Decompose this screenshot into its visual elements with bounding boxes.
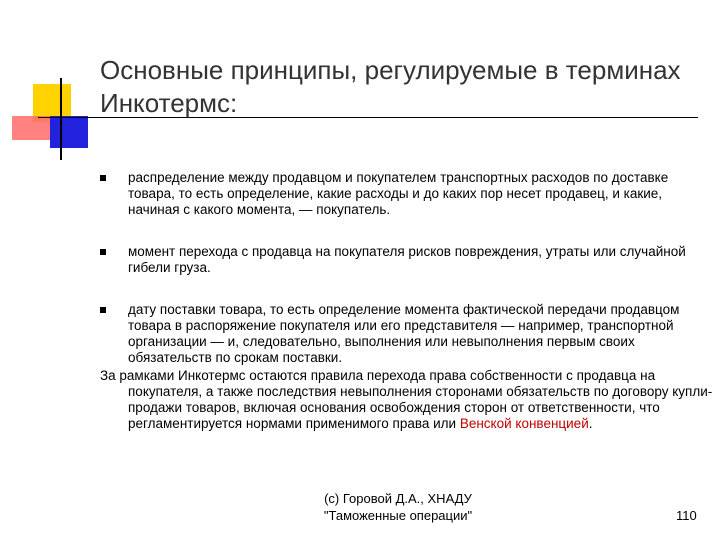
decor-red-square — [12, 116, 50, 140]
footer — [298, 490, 498, 524]
bullet-list — [110, 170, 700, 392]
page-number: 110 — [676, 508, 697, 523]
footer-author: (с) Горовой Д.А., ХНАДУ — [324, 491, 472, 506]
paragraph-end: . — [588, 416, 593, 431]
decor-vertical-line — [60, 78, 62, 160]
vienna-convention-link[interactable]: Венской конвенцией — [459, 416, 589, 431]
bullet-square-icon — [100, 175, 106, 181]
bullet-item — [110, 302, 700, 366]
bullet-item — [110, 170, 700, 218]
bullet-text: момент перехода с продавца на покупателя рисков повреждения, утраты или случайной гибели груза. — [128, 244, 686, 275]
bullet-text: распределение между продавцом и покупателем транспортных расходов по доставке товара, то есть определение, какие расходы и до каких пор несет продавец, и какие, начиная с какого момента, — покупатель. — [128, 170, 669, 217]
slide-title: Основные принципы, регулируемые в терминах Инкотермс: — [100, 55, 681, 118]
bullet-item — [110, 244, 700, 276]
paragraph-text: За рамками Инкотермс остаются правила перехода права собственности с продавца на покупателя, а также последствия невыполнения сторонами обязательств по договору купли-продажи товаров, включая основания освобождения сторон от ответственности, что регламентируется нормами применимого права или — [100, 368, 713, 431]
bullet-square-icon — [100, 307, 106, 313]
footer-course: "Таможенные операции" — [323, 508, 473, 523]
bullet-text: дату поставки товара, то есть определение момента фактической передачи продавцом товара в распоряжение покупателя или его представителя — например, транспортной организации — и, следовательно, выполнения или невыполнения первым своих обязательств по срокам поставки. — [128, 302, 680, 365]
summary-paragraph — [100, 368, 720, 432]
bullet-square-icon — [100, 249, 106, 255]
decor-blue-square — [50, 116, 88, 148]
